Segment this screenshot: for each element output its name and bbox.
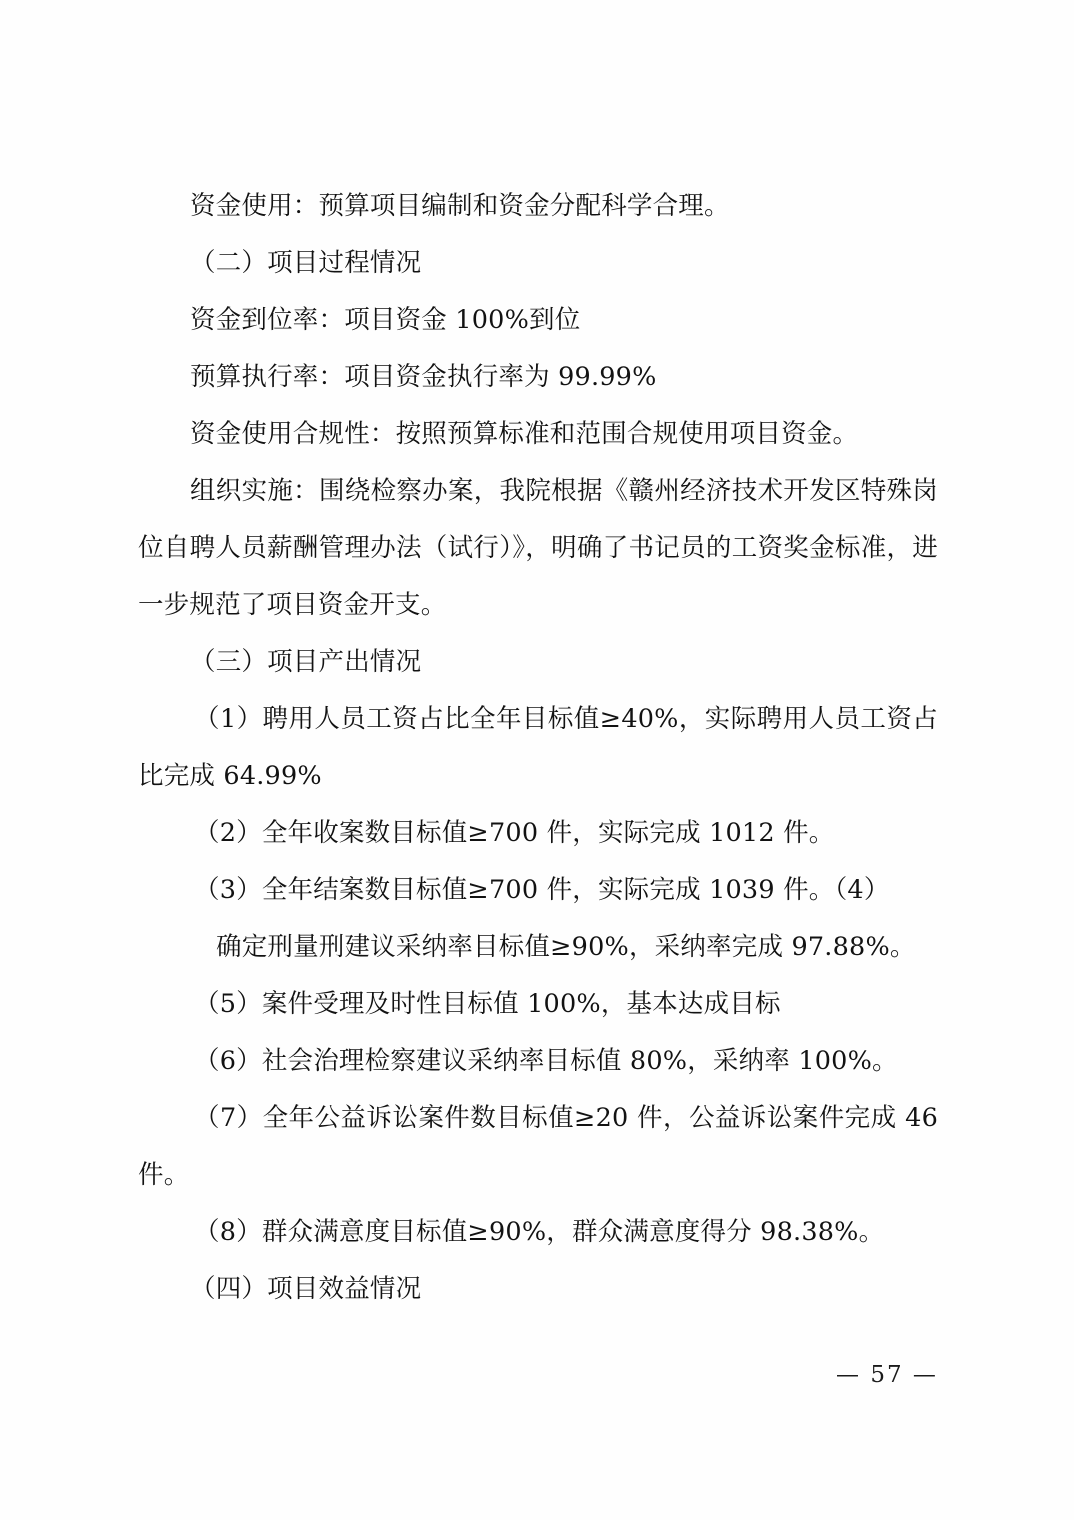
paragraph: 组织实施：围绕检察办案，我院根据《赣州经济技术开发区特殊岗位自聘人员薪酬管理办法（试行）》，明确了书记员的工资奖金标准，进一步规范了项目资金开支。 bbox=[138, 476, 938, 620]
list-item: （5）案件受理及时性目标值 100%，基本达成目标 bbox=[194, 989, 781, 1019]
section-heading: （四）项目效益情况 bbox=[190, 1274, 422, 1304]
list-item: （2）全年收案数目标值≥700 件，实际完成 1012 件。 bbox=[194, 818, 835, 848]
section-heading: （三）项目产出情况 bbox=[190, 647, 422, 677]
list-item: （1）聘用人员工资占比全年目标值≥40%，实际聘用人员工资占比完成 64.99% bbox=[138, 704, 938, 791]
paragraph: 预算执行率：项目资金执行率为 99.99% bbox=[190, 362, 657, 392]
paragraph: 资金到位率：项目资金 100%到位 bbox=[190, 305, 581, 335]
page-number: — 57 — bbox=[836, 1362, 938, 1388]
list-item: （7）全年公益诉讼案件数目标值≥20 件，公益诉讼案件完成 46 件。 bbox=[138, 1103, 938, 1190]
list-item: （3）全年结案数目标值≥700 件，实际完成 1039 件。（4） bbox=[194, 875, 890, 905]
list-item: 确定刑量刑建议采纳率目标值≥90%，采纳率完成 97.88%。 bbox=[216, 932, 916, 962]
paragraph: 资金使用：预算项目编制和资金分配科学合理。 bbox=[190, 191, 730, 221]
list-item: （6）社会治理检察建议采纳率目标值 80%，采纳率 100%。 bbox=[194, 1046, 898, 1076]
paragraph: 资金使用合规性：按照预算标准和范围合规使用项目资金。 bbox=[190, 419, 859, 449]
document-body bbox=[138, 178, 938, 1318]
section-heading: （二）项目过程情况 bbox=[190, 248, 422, 278]
list-item: （8）群众满意度目标值≥90%，群众满意度得分 98.38%。 bbox=[194, 1217, 885, 1247]
page-footer bbox=[0, 1362, 1074, 1388]
